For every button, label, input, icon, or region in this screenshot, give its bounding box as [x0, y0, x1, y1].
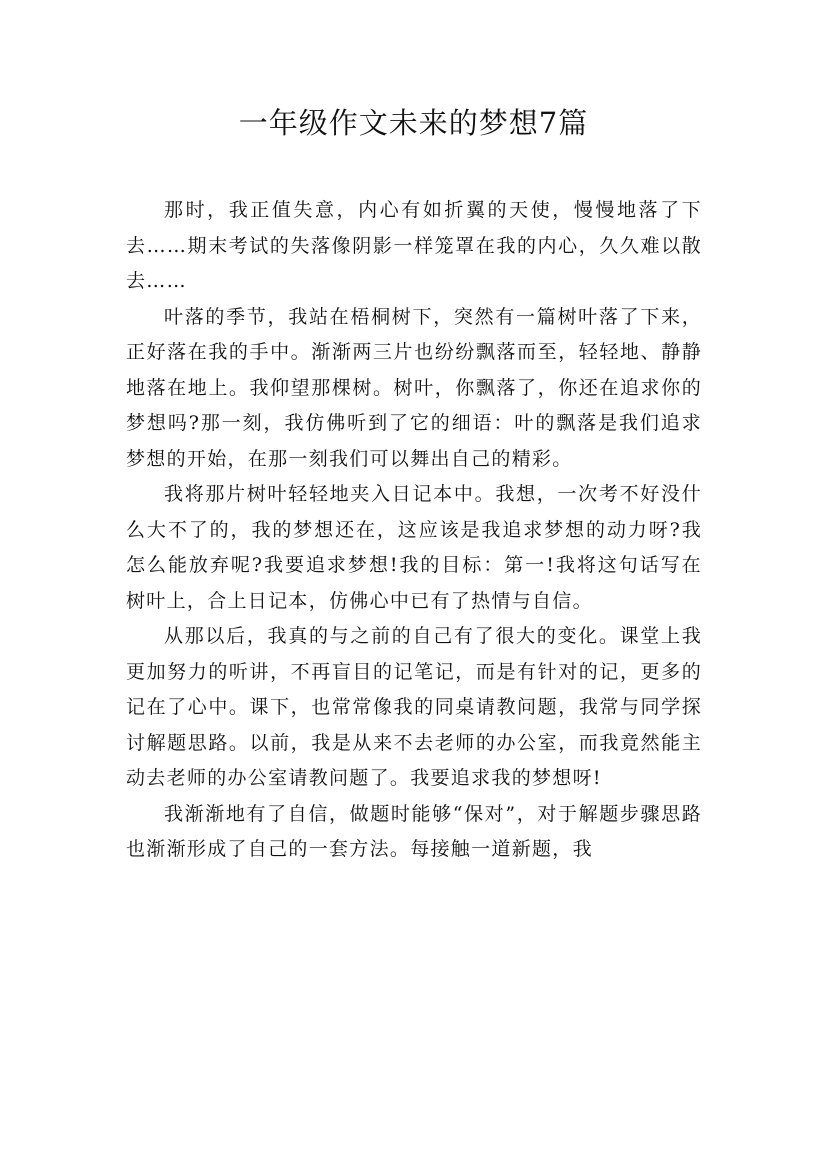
paragraph: 从那以后，我真的与之前的自己有了很大的变化。课堂上我更加努力的听讲，不再盲目的记笔记，而是有针对的记，更多的记在了心中。课下，也常常像我的同桌请教问题，我常与同学探讨解题思路。以前，我是从来不去老师的办公室，而我竟然能主动去老师的办公室请教问题了。我要追求我的梦想呀!	[126, 625, 702, 789]
paragraph: 我将那片树叶轻轻地夹入日记本中。我想，一次考不好没什么大不了的，我的梦想还在，这应该是我追求梦想的动力呀?我怎么能放弃呢?我要追求梦想!我的目标：第一!我将这句话写在树叶上，合上日记本，仿佛心中已有了热情与自信。	[126, 483, 702, 612]
paragraph: 那时，我正值失意，内心有如折翼的天使，慢慢地落了下去……期末考试的失落像阴影一样笼罩在我的内心，久久难以散去……	[126, 199, 702, 292]
paragraph: 叶落的季节，我站在梧桐树下，突然有一篇树叶落了下来，正好落在我的手中。渐渐两三片也纷纷飘落而至，轻轻地、静静地落在地上。我仰望那棵树。树叶，你飘落了，你还在追求你的梦想吗?那一刻，我仿佛听到了它的细语：叶的飘落是我们追求梦想的开始，在那一刻我们可以舞出自己的精彩。	[126, 305, 702, 470]
paragraph: 我渐渐地有了自信，做题时能够“保对”，对于解题步骤思路也渐渐形成了自己的一套方法。每接触一道新题，我	[126, 802, 702, 860]
document-title: 一年级作文未来的梦想7篇	[238, 106, 589, 140]
document-body	[126, 193, 702, 868]
